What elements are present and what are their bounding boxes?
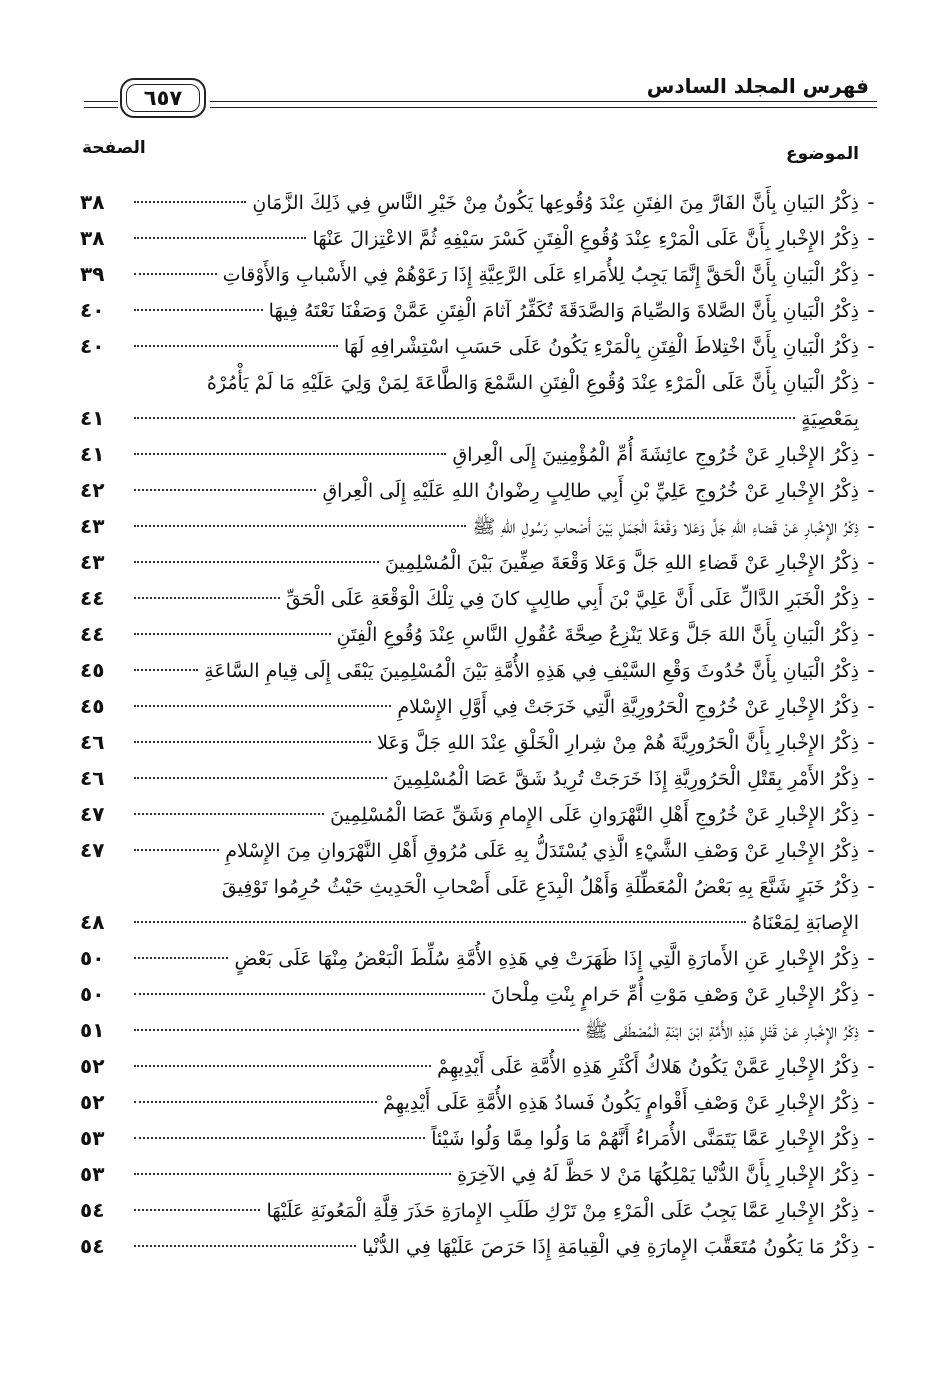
dot-leader bbox=[134, 1029, 579, 1031]
dot-leader bbox=[134, 633, 331, 635]
dot-leader bbox=[134, 1065, 431, 1067]
index-entry bbox=[80, 1156, 883, 1192]
index-entry bbox=[80, 724, 883, 760]
entry-page-number: ٤٣ bbox=[80, 550, 105, 574]
index-entry-line bbox=[80, 1012, 883, 1048]
index-entry-line bbox=[80, 400, 883, 436]
index-entry bbox=[80, 796, 883, 832]
entry-text: ذِكْرُ الإِخْبارِ عَنِ الأَمارَةِ الَّتِي إِذَا ظَهَرَتْ فِي هَذِهِ الأُمَّةِ سُلِّطَ الْبَعْضُ مِنْهَا عَلَى بَعْضٍ bbox=[234, 948, 859, 970]
index-entry bbox=[80, 292, 883, 328]
entry-text: الإِصابَةِ لِمَعْنَاهُ bbox=[752, 912, 859, 934]
entry-dash: - bbox=[867, 1090, 875, 1114]
index-entry-line bbox=[80, 1048, 883, 1084]
index-entry bbox=[80, 472, 883, 508]
entry-dash: - bbox=[867, 802, 875, 826]
entry-dash: - bbox=[867, 550, 875, 574]
dot-leader bbox=[134, 237, 306, 239]
index-entry-line bbox=[80, 832, 883, 868]
index-entry bbox=[80, 328, 883, 364]
index-entry-line bbox=[80, 544, 883, 580]
dot-leader bbox=[134, 813, 324, 815]
index-entry-line bbox=[80, 760, 883, 796]
entry-page-number: ٤٥ bbox=[80, 658, 105, 682]
page-number-frame bbox=[120, 78, 206, 118]
entry-page-number: ٤٦ bbox=[80, 730, 105, 754]
entry-text: ذِكْرُ الإِخْبارِ عَمَّا يَجِبُ عَلَى الْمَرْءِ مِنْ تَرْكِ طَلَبِ الإِمارَةِ حَذَرَ قِلَّةِ الْمَعُونَةِ عَلَيْهَا bbox=[266, 1200, 859, 1222]
dot-leader bbox=[134, 705, 391, 707]
entry-dash: - bbox=[867, 262, 875, 286]
entry-dash: - bbox=[867, 1198, 875, 1222]
entry-text: ذِكْرُ الْبَيانِ بِأَنَّ حُدُوثَ وَقْعِ السَّيْفِ فِي هَذِهِ الأُمَّةِ بَيْنَ الْمُسْلِمِينَ يَبْقَى إِلَى قِيامِ السَّاعَةِ bbox=[204, 660, 859, 682]
entry-dash: - bbox=[867, 1054, 875, 1078]
entry-text: ذِكْرُ الإِخْبارِ عَنْ وَصْفِ أَقْوامٍ يَكُونُ فَسادُ هَذِهِ الأُمَّةِ عَلَى أَيْدِيهِمْ bbox=[383, 1092, 859, 1114]
index-entry bbox=[80, 688, 883, 724]
entry-page-number: ٤٣ bbox=[80, 514, 105, 538]
index-entry bbox=[80, 832, 883, 868]
entry-dash: - bbox=[867, 1018, 875, 1042]
entry-dash: - bbox=[867, 622, 875, 646]
header-rule-right bbox=[210, 101, 877, 102]
index-entry-line bbox=[80, 328, 883, 364]
entry-text: ذِكْرُ الْبَيانِ بِأَنَّ عَلَى الْمَرْءِ عِنْدَ وُقُوعِ الْفِتَنِ السَّمْعَ وَالطَّاعَةَ لِمَنْ وَلِيَ عَلَيْهِ مَا لَمْ يَأْمُرْهُ bbox=[206, 372, 859, 394]
dot-leader bbox=[134, 489, 316, 491]
entry-dash: - bbox=[867, 1126, 875, 1150]
index-entry bbox=[80, 1048, 883, 1084]
entry-page-number: ٤٥ bbox=[80, 694, 105, 718]
entry-text: ذِكْرُ الإِخْبارِ عَنْ قَضاءِ اللهِ جَلَّ وَعَلا وَقْعَةَ الْجَمَلِ بَيْنَ أَصْحابِ رَسُولِ اللهِ ﷺ bbox=[472, 516, 859, 538]
index-entry-line bbox=[80, 364, 883, 400]
entry-page-number: ٤٠ bbox=[80, 334, 105, 358]
entry-text: ذِكْرُ مَا يَكُونُ مُتَعَقَّبَ الإِمارَةِ فِي الْقِيامَةِ إِذَا حَرَصَ عَلَيْهَا فِي الدُّنْيا bbox=[362, 1236, 859, 1258]
index-entry bbox=[80, 868, 883, 940]
entry-page-number: ٤٠ bbox=[80, 298, 105, 322]
entry-dash: - bbox=[867, 694, 875, 718]
entry-text: ذِكْرُ الإِخْبارِ عَنْ خُرُوجِ الْحَرُورِيَّةِ الَّتِي خَرَجَتْ فِي أَوَّلِ الإِسْلامِ bbox=[397, 696, 859, 718]
entry-text: ذِكْرُ الإِخْبارِ عَمَّا يَتَمَنَّى الأُمَراءُ أَنَّهُمْ مَا وَلُوا مِمَّا وَلُوا شَيْئاً bbox=[431, 1128, 859, 1150]
dot-leader bbox=[134, 597, 280, 599]
entry-text: ذِكْرُ خَبَرٍ شَنَّعَ بِهِ بَعْضُ الْمُعَطِّلَةِ وَأَهْلُ الْبِدَعِ عَلَى أَصْحابِ الْحَدِيثِ حَيْثُ حُرِمُوا تَوْفِيقَ bbox=[221, 876, 859, 898]
entry-dash: - bbox=[867, 1162, 875, 1186]
entry-dash: - bbox=[867, 730, 875, 754]
index-entry bbox=[80, 652, 883, 688]
entry-text: ذِكْرُ الْبَيانِ بِأَنَّ اللهَ جَلَّ وَعَلا يَنْزِعُ صِحَّةَ عُقُولِ النَّاسِ عِنْدَ وُقُوعِ الْفِتَنِ bbox=[336, 624, 859, 646]
index-entry-line bbox=[80, 868, 883, 904]
entry-text: ذِكْرُ الإِخْبارِ عَنْ قَضاءِ اللهِ جَلَّ وَعَلا وَقْعَةَ صِفِّينَ بَيْنَ الْمُسْلِمِينَ bbox=[384, 552, 859, 574]
entry-page-number: ٣٩ bbox=[80, 262, 105, 286]
dot-leader bbox=[134, 417, 795, 419]
index-entry-line bbox=[80, 724, 883, 760]
entry-page-number: ٣٨ bbox=[80, 190, 105, 214]
entry-text: ذِكْرُ الإِخْبارِ عَمَّنْ يَكُونُ هَلاكُ أَكْثَرِ هَذِهِ الأُمَّةِ عَلَى أَيْدِيهِمْ bbox=[437, 1056, 859, 1078]
entry-dash: - bbox=[867, 982, 875, 1006]
dot-leader bbox=[134, 1173, 451, 1175]
index-entry-line bbox=[80, 796, 883, 832]
index-entry-line bbox=[80, 1084, 883, 1120]
entry-dash: - bbox=[867, 1234, 875, 1258]
entry-page-number: ٥٠ bbox=[80, 946, 105, 970]
index-entries bbox=[80, 184, 883, 1264]
dot-leader bbox=[134, 993, 485, 995]
entry-text: ذِكْرُ الإِخْبارِ عَنْ خُرُوجِ عَلِيِّ بْنِ أَبِي طالِبٍ رِضْوانُ اللهِ عَلَيْهِ إِلَى الْعِراقِ bbox=[322, 480, 859, 502]
entry-text: ذِكْرُ البَيانِ بِأَنَّ الفَارَّ مِنَ الفِتَنِ عِنْدَ وُقُوعِها يَكُونُ مِنْ خَيْرِ النَّاسِ فِي ذَلِكَ الزَّمَانِ bbox=[252, 192, 859, 214]
index-entry bbox=[80, 256, 883, 292]
entry-text: ذِكْرُ الْخَبَرِ الدَّالِّ عَلَى أَنَّ عَلِيَّ بْنَ أَبِي طالِبٍ كانَ فِي تِلْكَ الْوَقْعَةِ عَلَى الْحَقِّ bbox=[285, 588, 859, 610]
entry-page-number: ٥٣ bbox=[80, 1162, 105, 1186]
entry-dash: - bbox=[867, 838, 875, 862]
entry-text: ذِكْرُ الأَمْرِ بِقَتْلِ الْحَرُورِيَّةِ إِذَا خَرَجَتْ تُرِيدُ شَقَّ عَصَا الْمُسْلِمِينَ bbox=[392, 768, 859, 790]
entry-dash: - bbox=[867, 514, 875, 538]
index-entry bbox=[80, 976, 883, 1012]
entry-text: ذِكْرُ الإِخْبارِ عَنْ خُرُوجِ أَهْلِ النَّهْرَوانِ عَلَى الإِمامِ وَشَقِّ عَصَا الْمُسْلِمِينَ bbox=[330, 804, 859, 826]
index-entry bbox=[80, 580, 883, 616]
index-entry bbox=[80, 1084, 883, 1120]
index-entry-line bbox=[80, 904, 883, 940]
index-entry-line bbox=[80, 688, 883, 724]
index-entry-line bbox=[80, 1120, 883, 1156]
index-entry bbox=[80, 364, 883, 436]
dot-leader bbox=[134, 849, 219, 851]
dot-leader bbox=[134, 345, 338, 347]
entry-dash: - bbox=[867, 298, 875, 322]
entry-dash: - bbox=[867, 478, 875, 502]
index-entry bbox=[80, 760, 883, 796]
index-entry bbox=[80, 184, 883, 220]
page-number: ٦٥٧ bbox=[126, 84, 200, 112]
entry-dash: - bbox=[867, 442, 875, 466]
index-entry-line bbox=[80, 940, 883, 976]
entry-text: بِمَعْصِيَةٍ bbox=[801, 408, 859, 430]
dot-leader bbox=[134, 777, 387, 779]
entry-page-number: ٤٦ bbox=[80, 766, 105, 790]
index-entry bbox=[80, 508, 883, 544]
entry-dash: - bbox=[867, 946, 875, 970]
entry-dash: - bbox=[867, 766, 875, 790]
dot-leader bbox=[134, 453, 446, 455]
entry-text: ذِكْرُ الْبَيانِ بِأَنَّ الصَّلاةَ وَالصِّيامَ وَالصَّدَقَةَ تُكَفِّرُ آثامَ الْفِتَنِ عَمَّنْ وَصَفْنَا نَعْتَهُ فِيهَا bbox=[268, 300, 859, 322]
dot-leader bbox=[134, 741, 371, 743]
entry-page-number: ٤١ bbox=[80, 442, 105, 466]
entry-dash: - bbox=[867, 586, 875, 610]
dot-leader bbox=[134, 1137, 425, 1139]
index-entry bbox=[80, 1012, 883, 1048]
index-entry-line bbox=[80, 292, 883, 328]
dot-leader bbox=[134, 957, 228, 959]
entry-page-number: ٤٤ bbox=[80, 586, 105, 610]
dot-leader bbox=[134, 525, 466, 527]
entry-dash: - bbox=[867, 370, 875, 394]
index-entry bbox=[80, 1228, 883, 1264]
dot-leader bbox=[134, 669, 198, 671]
entry-text: ذِكْرُ الإِخْبارِ عَنْ قَتْلِ هَذِهِ الأُمَّةِ ابْنَ ابْنَةِ الْمُصْطَفَى ﷺ bbox=[584, 1020, 859, 1042]
entry-page-number: ٥٠ bbox=[80, 982, 105, 1006]
dot-leader bbox=[134, 273, 217, 275]
entry-page-number: ٥٣ bbox=[80, 1126, 105, 1150]
index-entry-line bbox=[80, 256, 883, 292]
dot-leader bbox=[134, 921, 746, 923]
entry-text: ذِكْرُ الإِخْبارِ عَنْ وَصْفِ الشَّيْءِ الَّذِي يُسْتَدَلُّ بِهِ عَلَى مُرُوقِ أَهْلِ النَّهْرَوانِ مِنَ الإِسْلامِ bbox=[225, 840, 859, 862]
index-entry-line bbox=[80, 976, 883, 1012]
entry-page-number: ٥١ bbox=[80, 1018, 105, 1042]
dot-leader bbox=[134, 561, 379, 563]
index-entry bbox=[80, 1120, 883, 1156]
dot-leader bbox=[134, 1209, 260, 1211]
entry-dash: - bbox=[867, 334, 875, 358]
entry-page-number: ٤٢ bbox=[80, 478, 105, 502]
index-entry-line bbox=[80, 1192, 883, 1228]
index-entry bbox=[80, 220, 883, 256]
index-entry bbox=[80, 544, 883, 580]
entry-dash: - bbox=[867, 658, 875, 682]
entry-page-number: ٤٤ bbox=[80, 622, 105, 646]
index-entry-line bbox=[80, 580, 883, 616]
topic-column-heading: الموضوع bbox=[786, 144, 859, 164]
dot-leader bbox=[134, 1245, 356, 1247]
entry-dash: - bbox=[867, 874, 875, 898]
index-entry-line bbox=[80, 472, 883, 508]
dot-leader bbox=[134, 201, 246, 203]
index-entry bbox=[80, 940, 883, 976]
entry-text: ذِكْرُ الْبَيانِ بِأَنَّ الْحَقَّ إِنَّمَا يَجِبُ لِلأُمَراءِ عَلَى الرَّعِيَّةِ إِذَا رَعَوْهُمْ فِي الأَسْبابِ وَالأَوْقاتِ bbox=[222, 264, 859, 286]
entry-text: ذِكْرُ الإِخْبارِ بِأَنَّ عَلَى الْمَرْءِ عِنْدَ وُقُوعِ الْفِتَنِ كَسْرَ سَيْفِهِ ثُمَّ الاعْتِزالَ عَنْهَا bbox=[312, 228, 859, 250]
index-entry-line bbox=[80, 1156, 883, 1192]
entry-page-number: ٤٨ bbox=[80, 910, 105, 934]
entry-text: ذِكْرُ الإِخْبارِ عَنْ خُرُوجِ عائِشَةَ أُمِّ الْمُؤْمِنِينَ إِلَى الْعِراقِ bbox=[452, 444, 859, 466]
header-rule-left bbox=[84, 101, 118, 102]
header-rule-left-lower bbox=[84, 107, 118, 108]
header-title: فهرس المجلد السادس bbox=[646, 74, 869, 98]
entry-page-number: ٤٧ bbox=[80, 838, 105, 862]
entry-text: ذِكْرُ الإِخْبارِ عَنْ وَصْفِ مَوْتِ أُمِّ حَرامٍ بِنْتِ مِلْحانَ bbox=[491, 984, 859, 1006]
entry-page-number: ٥٢ bbox=[80, 1054, 105, 1078]
entry-page-number: ٥٤ bbox=[80, 1234, 105, 1258]
index-entry bbox=[80, 616, 883, 652]
page-column-heading: الصفحة bbox=[82, 138, 146, 158]
index-entry bbox=[80, 436, 883, 472]
entry-page-number: ٤٧ bbox=[80, 802, 105, 826]
entry-text: ذِكْرُ الإِخْبارِ بِأَنَّ الدُّنْيا يَمْلِكُهَا مَنْ لا حَظَّ لَهُ فِي الآخِرَةِ bbox=[457, 1164, 859, 1186]
index-entry-line bbox=[80, 220, 883, 256]
entry-text: ذِكْرُ الْبَيانِ بِأَنَّ اخْتِلاطَ الْفِتَنِ بِالْمَرْءِ يَكُونُ عَلَى حَسَبِ اسْتِشْرافِهِ لَهَا bbox=[343, 336, 859, 358]
dot-leader bbox=[134, 1101, 377, 1103]
index-entry-line bbox=[80, 184, 883, 220]
index-entry-line bbox=[80, 1228, 883, 1264]
entry-page-number: ٥٢ bbox=[80, 1090, 105, 1114]
entry-page-number: ٣٨ bbox=[80, 226, 105, 250]
index-entry-line bbox=[80, 652, 883, 688]
index-entry-line bbox=[80, 616, 883, 652]
entry-page-number: ٥٤ bbox=[80, 1198, 105, 1222]
dot-leader bbox=[134, 309, 263, 311]
entry-page-number: ٤١ bbox=[80, 406, 105, 430]
index-entry-line bbox=[80, 508, 883, 544]
entry-dash: - bbox=[867, 190, 875, 214]
entry-dash: - bbox=[867, 226, 875, 250]
entry-text: ذِكْرُ الإِخْبارِ بِأَنَّ الْحَرُورِيَّةَ هُمْ مِنْ شِرارِ الْخَلْقِ عِنْدَ اللهِ جَلَّ وَعَلا bbox=[377, 732, 859, 754]
header-rule-right-lower bbox=[210, 107, 877, 108]
index-entry bbox=[80, 1192, 883, 1228]
index-entry-line bbox=[80, 436, 883, 472]
